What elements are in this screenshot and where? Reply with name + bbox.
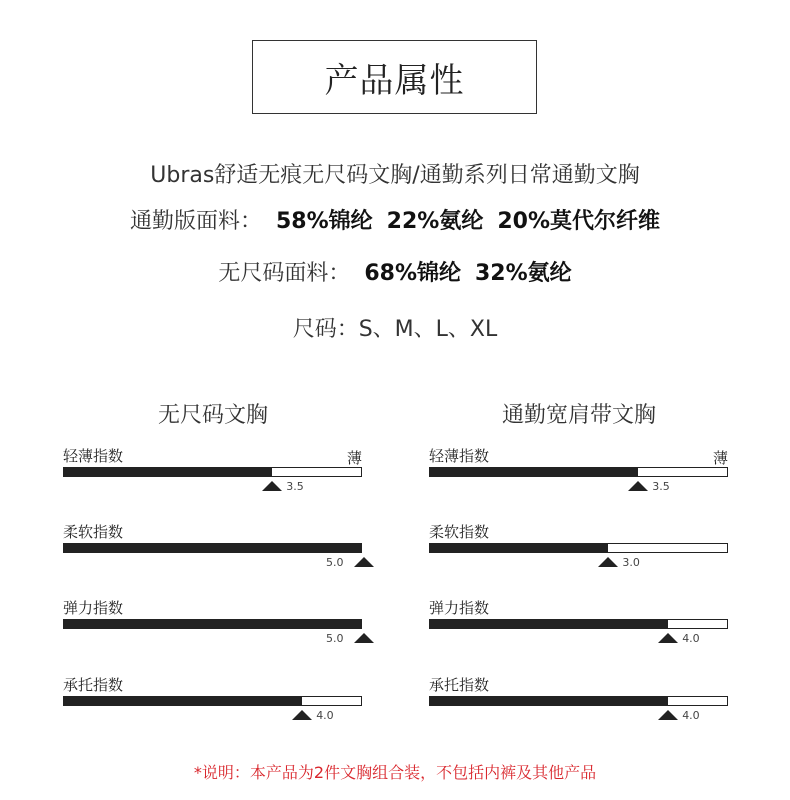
- metric-label: 弹力指数: [429, 599, 490, 617]
- metric-bar-fill: [430, 544, 608, 552]
- metric-value: 4.0: [682, 632, 700, 645]
- metric-value: 3.5: [652, 480, 670, 493]
- commute-fabric-line: [0, 204, 790, 235]
- commute-fabric-part: 58%锦纶: [276, 209, 373, 234]
- triangle-icon: [598, 557, 618, 567]
- metric-bar: [429, 543, 728, 553]
- metric-bar: [63, 696, 362, 706]
- metric-marker: [326, 633, 382, 647]
- metric-bar-fill: [64, 620, 361, 628]
- commute-fabric-label: 通勤版面料：: [129, 209, 262, 234]
- free-size-fabric-part: 32%氨纶: [475, 261, 572, 286]
- metric-value: 5.0: [326, 632, 344, 645]
- commute-fabric-part: 20%莫代尔纤维: [497, 209, 661, 234]
- triangle-icon: [354, 557, 374, 567]
- triangle-icon: [262, 481, 282, 491]
- free-size-fabric-label: 无尺码面料：: [218, 261, 351, 286]
- metric-marker: [292, 710, 352, 724]
- disclaimer-note: *说明：本产品为2件文胸组合装，不包括内裤及其他产品: [193, 763, 597, 782]
- metric-label: 承托指数: [429, 676, 490, 694]
- triangle-icon: [628, 481, 648, 491]
- metric-bar-fill: [430, 468, 638, 476]
- free-size-fabric-line: [0, 256, 790, 287]
- metric-side-label: 薄: [712, 449, 728, 467]
- free-size-fabric-part: 68%锦纶: [364, 261, 461, 286]
- metric-value: 3.0: [622, 556, 640, 569]
- metric-bar: [429, 696, 728, 706]
- metric-marker: [628, 481, 688, 495]
- metric-bar: [429, 619, 728, 629]
- triangle-icon: [658, 633, 678, 643]
- metric-bar-fill: [430, 620, 668, 628]
- triangle-icon: [658, 710, 678, 720]
- metric-side-label: 薄: [346, 449, 362, 467]
- metric-value: 3.5: [286, 480, 304, 493]
- commute-fabric-part: 22%氨纶: [386, 209, 484, 234]
- product-line: Ubras舒适无痕无尺码文胸/通勤系列日常通勤文胸: [150, 163, 640, 188]
- metric-value: 4.0: [316, 709, 334, 722]
- metric-bar-fill: [430, 697, 668, 705]
- metric-bar: [429, 467, 728, 477]
- metric-label: 柔软指数: [429, 523, 490, 541]
- triangle-icon: [354, 633, 374, 643]
- metric-bar-fill: [64, 697, 302, 705]
- metric-value: 5.0: [326, 556, 344, 569]
- metric-marker: [598, 557, 658, 571]
- page-title: 产品属性: [252, 40, 537, 114]
- metric-label: 柔软指数: [63, 523, 124, 541]
- metric-label: 弹力指数: [63, 599, 124, 617]
- sizes-line: 尺码：S、M、L、XL: [292, 317, 498, 342]
- metric-bar-fill: [64, 468, 272, 476]
- metric-marker: [658, 710, 718, 724]
- metric-label: 承托指数: [63, 676, 124, 694]
- metric-label: 轻薄指数: [429, 447, 490, 465]
- metric-bar: [63, 619, 362, 629]
- metric-label: 轻薄指数: [63, 447, 124, 465]
- metric-marker: [326, 557, 382, 571]
- metric-bar: [63, 543, 362, 553]
- column-title-commute: 通勤宽肩带文胸: [501, 403, 656, 428]
- metric-marker: [658, 633, 718, 647]
- metric-bar: [63, 467, 362, 477]
- metric-marker: [262, 481, 322, 495]
- triangle-icon: [292, 710, 312, 720]
- metric-value: 4.0: [682, 709, 700, 722]
- column-title-free-size: 无尺码文胸: [157, 403, 268, 428]
- metric-bar-fill: [64, 544, 361, 552]
